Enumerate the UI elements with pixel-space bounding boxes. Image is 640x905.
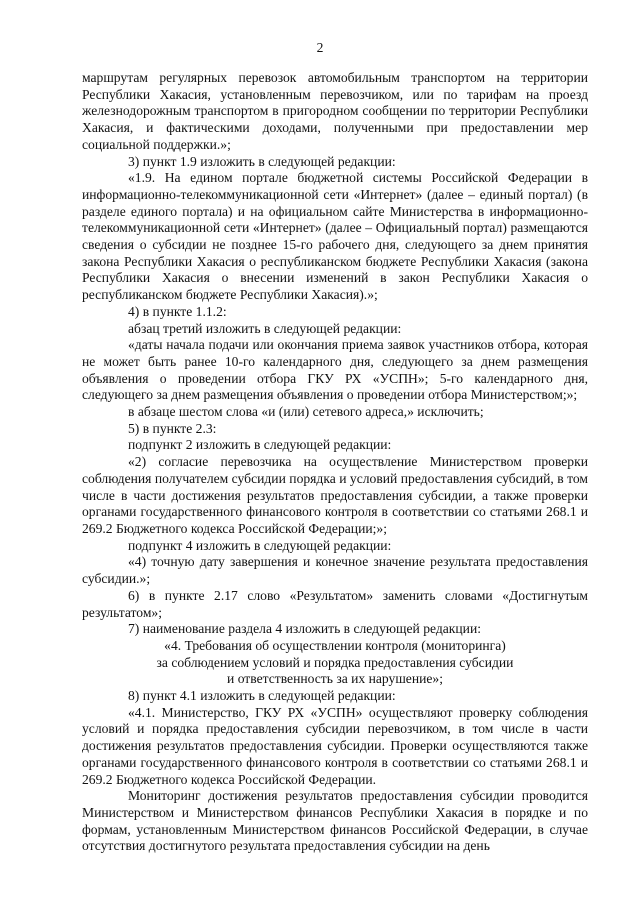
section-heading-line: и ответственность за их нарушение»; (227, 671, 443, 687)
section-heading-line: «4. Требования об осуществлении контроля (мониторинга) (164, 637, 506, 653)
paragraph: «4.1. Министерство, ГКУ РХ «УСПН» осуществляют проверку соблюдения условий и порядка предоставления субсидии перевозчиком, в том числе в части достижения результатов предоставления субсидии. Проверки осуществляются также органами государственного финансового контроля в соответствии со статьями 268.1 и 269.2 Бюджетного кодекса Российской Федерации. (82, 704, 588, 787)
paragraph: 6) в пункте 2.17 слово «Результатом» заменить словами «Достигнутым результатом»; (82, 587, 588, 620)
paragraph: маршрутам регулярных перевозок автомобильным транспортом на территории Республики Хакасия, установленным перевозчиком, или по тарифам на проезд железнодорожным транспортом в пригородном сообщении по территории Республики Хакасия, и фактическими доходами, полученными при предоставлении мер социальной поддержки.»; (82, 70, 588, 152)
paragraph: «1.9. На едином портале бюджетной системы Российской Федерации в информационно-телекоммуникационной сети «Интернет» (далее – единый портал) (в разделе единого портала) и на официальном сайте Министерства в информационно-телекоммуникационной сети «Интернет» (далее – Официальный портал) размещаются сведения о субсидии не позднее 15-го рабочего дня, следующего за днем принятия закона Республики Хакасия о республиканском бюджете Республики Хакасия (закона Республики Хакасия о внесении изменений в закон Республики Хакасия о республиканском бюджете Республики Хакасия).»; (82, 170, 588, 303)
paragraph: абзац третий изложить в следующей редакции: (128, 320, 402, 336)
document-body (82, 70, 588, 855)
paragraph: подпункт 4 изложить в следующей редакции: (128, 537, 392, 553)
page-number: 2 (316, 40, 324, 55)
paragraph: 8) пункт 4.1 изложить в следующей редакции: (128, 688, 396, 704)
paragraph: подпункт 2 изложить в следующей редакции: (128, 437, 392, 453)
paragraph: в абзаце шестом слова «и (или) сетевого адреса,» исключить; (128, 404, 484, 420)
paragraph: 3) пункт 1.9 изложить в следующей редакции: (128, 153, 396, 169)
section-heading-line: за соблюдением условий и порядка предоставления субсидии (156, 654, 514, 670)
paragraph: «4) точную дату завершения и конечное значение результата предоставления субсидии.»; (82, 554, 588, 587)
paragraph: 4) в пункте 1.1.2: (128, 303, 227, 319)
paragraph: 7) наименование раздела 4 изложить в следующей редакции: (128, 621, 482, 637)
paragraph: 5) в пункте 2.3: (128, 420, 217, 436)
paragraph: «даты начала подачи или окончания приема заявок участников отбора, которая не может быть ранее 10-го календарного дня, следующего за днем размещения объявления о проведении отбора ГКУ РХ «УСПН»; 5-го календарного дня, следующего за днем размещения объявления о проведении отбора Министерством;»; (82, 337, 588, 403)
paragraph: Мониторинг достижения результатов предоставления субсидии проводится Министерством и Министерством финансов Республики Хакасия в порядке и по формам, установленным Министерством финансов Российской Федерации, в случае отсутствия достигнутого результата предоставления субсидии на день (82, 788, 588, 854)
paragraph: «2) согласие перевозчика на осуществление Министерством проверки соблюдения получателем субсидии порядка и условий предоставления субсидий, в том числе в части достижения результатов предоставления субсидии, а также проверки органами государственного финансового контроля в соответствии со статьями 268.1 и 269.2 Бюджетного кодекса Российской Федерации;»; (82, 454, 588, 536)
